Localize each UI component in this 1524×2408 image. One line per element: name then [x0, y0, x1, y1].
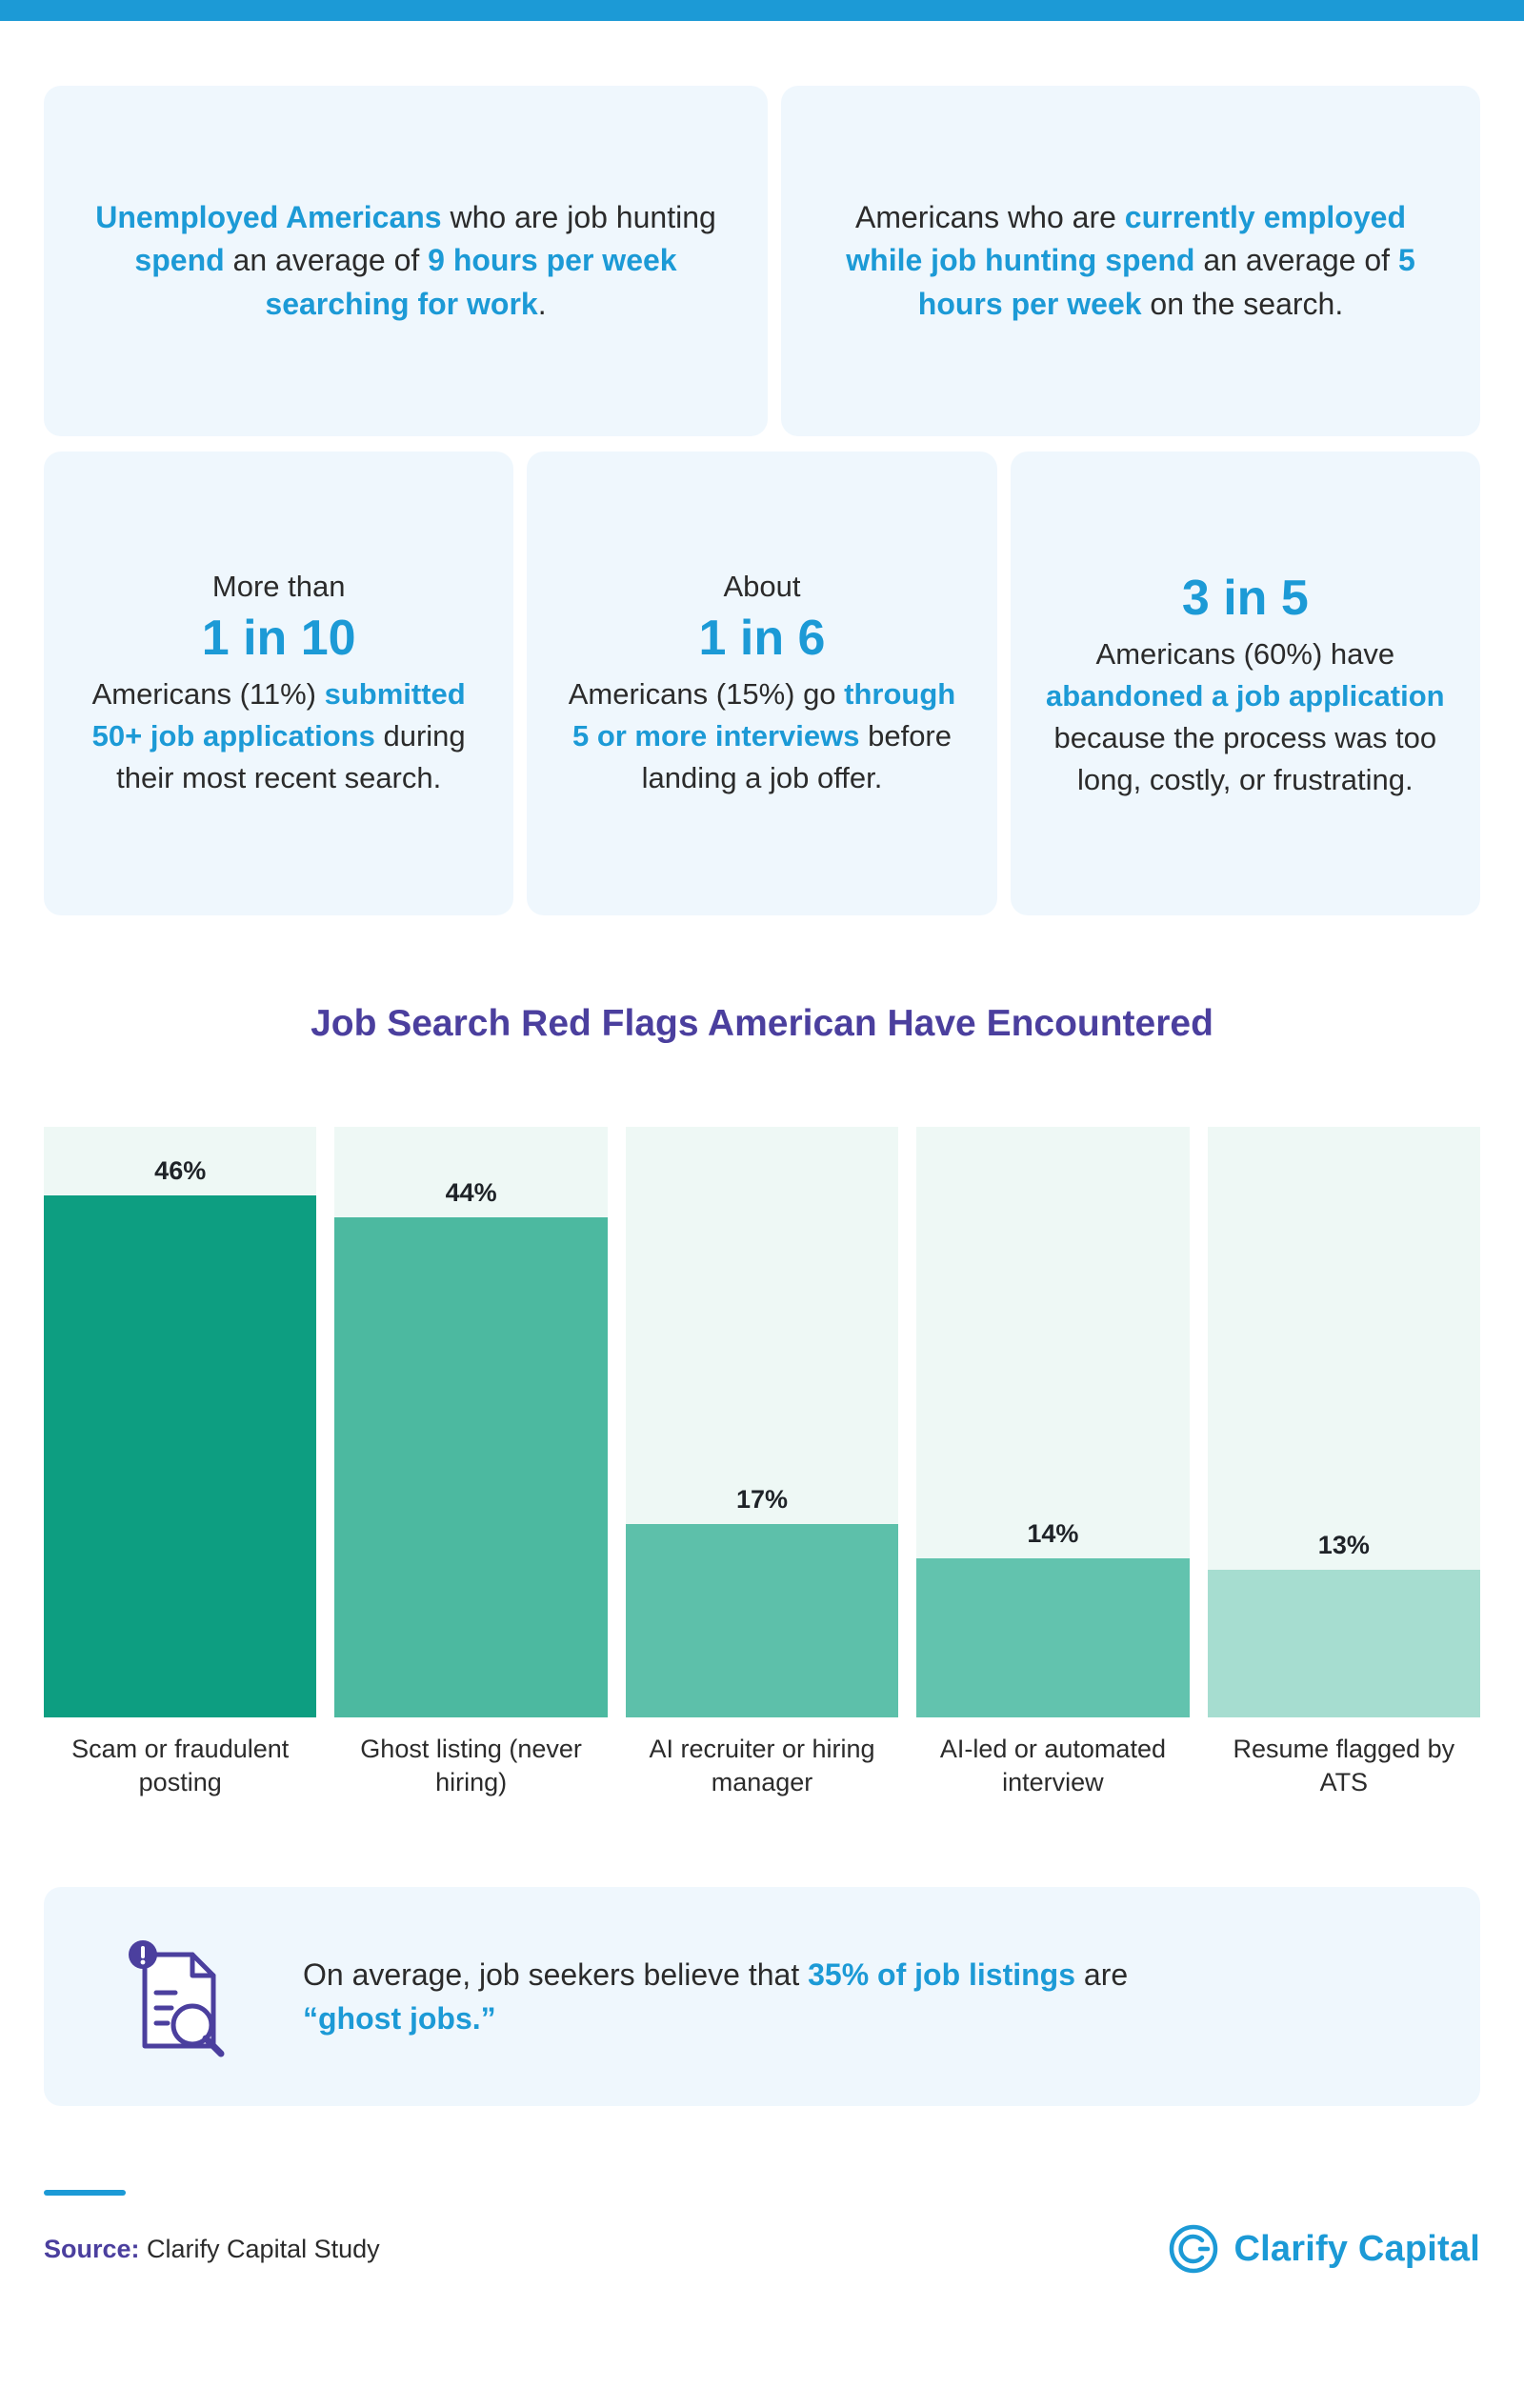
stat-card-big-number: 1 in 6 — [698, 611, 826, 667]
bar-category-label: AI-led or automated interview — [939, 1735, 1166, 1797]
stat-card-text: Unemployed Americans who are job hunting spend an average of 9 hours per week searching for work. — [95, 199, 716, 321]
bar-category-label: Scam or fraudulent posting — [71, 1735, 290, 1797]
bar-fill — [916, 1558, 1189, 1717]
bar-value-label: 14% — [1027, 1519, 1079, 1548]
bar-column — [626, 1127, 898, 1717]
stat-card-three-in-five — [1011, 452, 1480, 915]
clarify-capital-logo-icon — [1169, 2224, 1218, 2274]
bar-column — [1208, 1127, 1480, 1717]
stat-card-unemployed-hours — [44, 86, 768, 436]
stat-card-body: Americans (60%) have abandoned a job application because the process was too long, costly, or frustrating. — [1046, 636, 1445, 797]
bar-fill — [626, 1524, 898, 1717]
bar-category-label: AI recruiter or hiring manager — [649, 1735, 875, 1797]
infographic-content — [0, 21, 1524, 2274]
bar-fill — [334, 1217, 607, 1717]
stat-card-body: Americans (11%) submitted 50+ job applications during their most recent search. — [91, 677, 466, 795]
top-accent-bar — [0, 0, 1524, 21]
stat-card-lead: About — [723, 569, 801, 603]
callout-text: On average, job seekers believe that 35% of job listings are “ghost jobs.” — [303, 1956, 1129, 2037]
footer — [44, 2224, 1480, 2274]
bar-value-label: 13% — [1317, 1531, 1370, 1559]
stat-card-big-number: 1 in 10 — [201, 611, 356, 667]
chart-title: Job Search Red Flags American Have Encountered — [311, 1003, 1213, 1044]
stat-card-body: Americans (15%) go through 5 or more interviews before landing a job offer. — [568, 677, 956, 795]
footer-divider — [44, 2190, 126, 2196]
bar-fill — [1208, 1570, 1480, 1717]
stat-card-text: Americans who are currently employed while job hunting spend an average of 5 hours per week on the search. — [846, 199, 1415, 321]
bar-value-label: 44% — [445, 1178, 497, 1207]
stat-card-big-number: 3 in 5 — [1181, 570, 1309, 626]
bar-fill — [44, 1195, 316, 1717]
bar-value-label: 46% — [154, 1156, 207, 1185]
top-stat-card-row — [44, 86, 1480, 436]
bar-chart — [44, 1108, 1480, 1717]
bar-value-label: 17% — [735, 1485, 789, 1514]
bar-column — [916, 1127, 1189, 1717]
stat-card-one-in-six — [527, 452, 996, 915]
stat-card-employed-hours — [781, 86, 1480, 436]
brand-name: Clarify Capital — [1233, 2228, 1480, 2269]
bar-chart-category-labels — [44, 1733, 1480, 1799]
document-alert-search-icon — [101, 1930, 244, 2063]
source-line — [44, 2235, 380, 2264]
brand-lockup[interactable] — [1169, 2224, 1480, 2274]
stat-card-one-in-ten — [44, 452, 513, 915]
mid-stat-card-row — [44, 452, 1480, 915]
bar-category-label: Ghost listing (never hiring) — [360, 1735, 582, 1797]
bar-column — [334, 1127, 607, 1717]
stat-card-lead: More than — [211, 569, 346, 603]
bar-column — [44, 1127, 316, 1717]
ghost-jobs-callout — [44, 1887, 1480, 2106]
source-label: Source: — [44, 2234, 140, 2263]
bar-category-label: Resume flagged by ATS — [1233, 1735, 1455, 1797]
source-value: Clarify Capital Study — [139, 2234, 380, 2263]
